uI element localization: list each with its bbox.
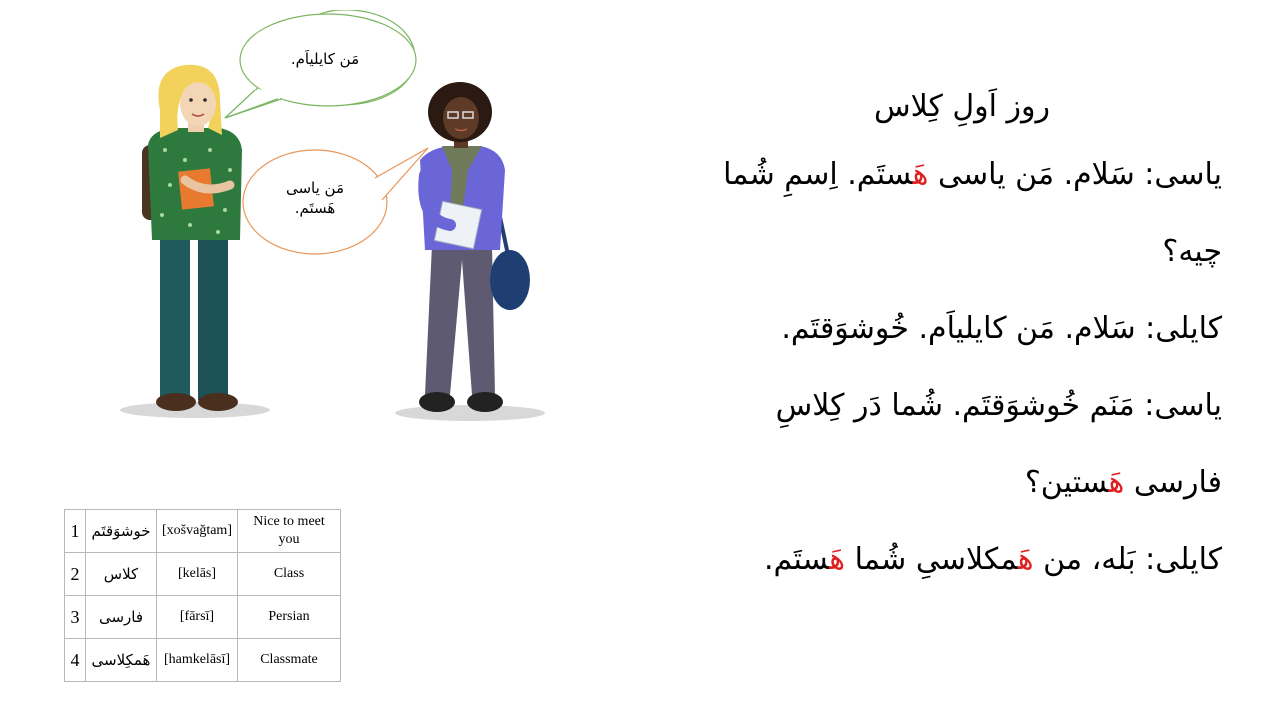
transliteration: [xošvağtam] bbox=[157, 510, 238, 553]
persian-word: فارسی bbox=[86, 596, 157, 639]
yasi-bubble-text bbox=[255, 178, 375, 218]
highlight-segment: هَ bbox=[912, 157, 929, 192]
dialogue-text bbox=[702, 78, 1222, 598]
yasi-bubble-line1: مَن یاسی bbox=[285, 179, 345, 197]
line-segment: فارسی bbox=[1124, 465, 1222, 500]
dialogue-line: یاسی: مَنَم خُوشوَقتَم. شُما دَر کِلاسِ bbox=[775, 388, 1222, 423]
highlight-segment: هَ bbox=[1017, 542, 1034, 577]
transliteration: [hamkelāsī] bbox=[157, 639, 238, 682]
transliteration: [kelās] bbox=[157, 553, 238, 596]
row-number: 2 bbox=[65, 553, 86, 596]
yasi-bubble-line2: هَستَم. bbox=[294, 199, 336, 217]
persian-word: کلاس bbox=[86, 553, 157, 596]
characters-illustration bbox=[90, 10, 560, 430]
english-meaning: Classmate bbox=[238, 639, 341, 682]
line-segment: مکلاسیِ شُما bbox=[845, 542, 1018, 577]
table-row bbox=[65, 510, 341, 553]
dialogue-line bbox=[702, 444, 1222, 521]
table-row bbox=[65, 639, 341, 682]
english-meaning: Persian bbox=[238, 596, 341, 639]
illustration bbox=[90, 10, 560, 430]
english-meaning: Class bbox=[238, 553, 341, 596]
row-number: 3 bbox=[65, 596, 86, 639]
line-segment: کایلی: بَله، من bbox=[1033, 542, 1222, 577]
persian-word: خوشوَقتَم bbox=[86, 510, 157, 553]
english-meaning: Nice to meet you bbox=[238, 510, 341, 553]
line-segment: ستَم. bbox=[763, 542, 830, 577]
woman-yasi-figure bbox=[419, 82, 530, 412]
dialogue-line: چیه؟ bbox=[1162, 234, 1222, 269]
line-segment: یاسی: سَلام. مَن یاسی bbox=[928, 157, 1222, 192]
dialogue-line: کایلی: سَلام. مَن کایلیاَم. خُوشوَقتَم. bbox=[781, 311, 1222, 346]
table-row bbox=[65, 553, 341, 596]
table-row bbox=[65, 596, 341, 639]
kylie-bubble-text: مَن کایلیاَم. bbox=[290, 50, 360, 68]
dialogue-line bbox=[702, 136, 1222, 213]
highlight-segment: هَ bbox=[1108, 465, 1125, 500]
highlight-segment: هَ bbox=[829, 542, 846, 577]
line-segment: ستَم. اِسمِ شُما bbox=[723, 157, 913, 192]
transliteration: [fārsī] bbox=[157, 596, 238, 639]
row-number: 4 bbox=[65, 639, 86, 682]
line-segment: ستین؟ bbox=[1024, 465, 1109, 500]
row-number: 1 bbox=[65, 510, 86, 553]
vocabulary-table bbox=[64, 509, 341, 682]
persian-word: هَمکِلاسی bbox=[86, 639, 157, 682]
dialogue-title: روز اَولِ کِلاس bbox=[874, 89, 1050, 124]
dialogue-line bbox=[702, 521, 1222, 598]
